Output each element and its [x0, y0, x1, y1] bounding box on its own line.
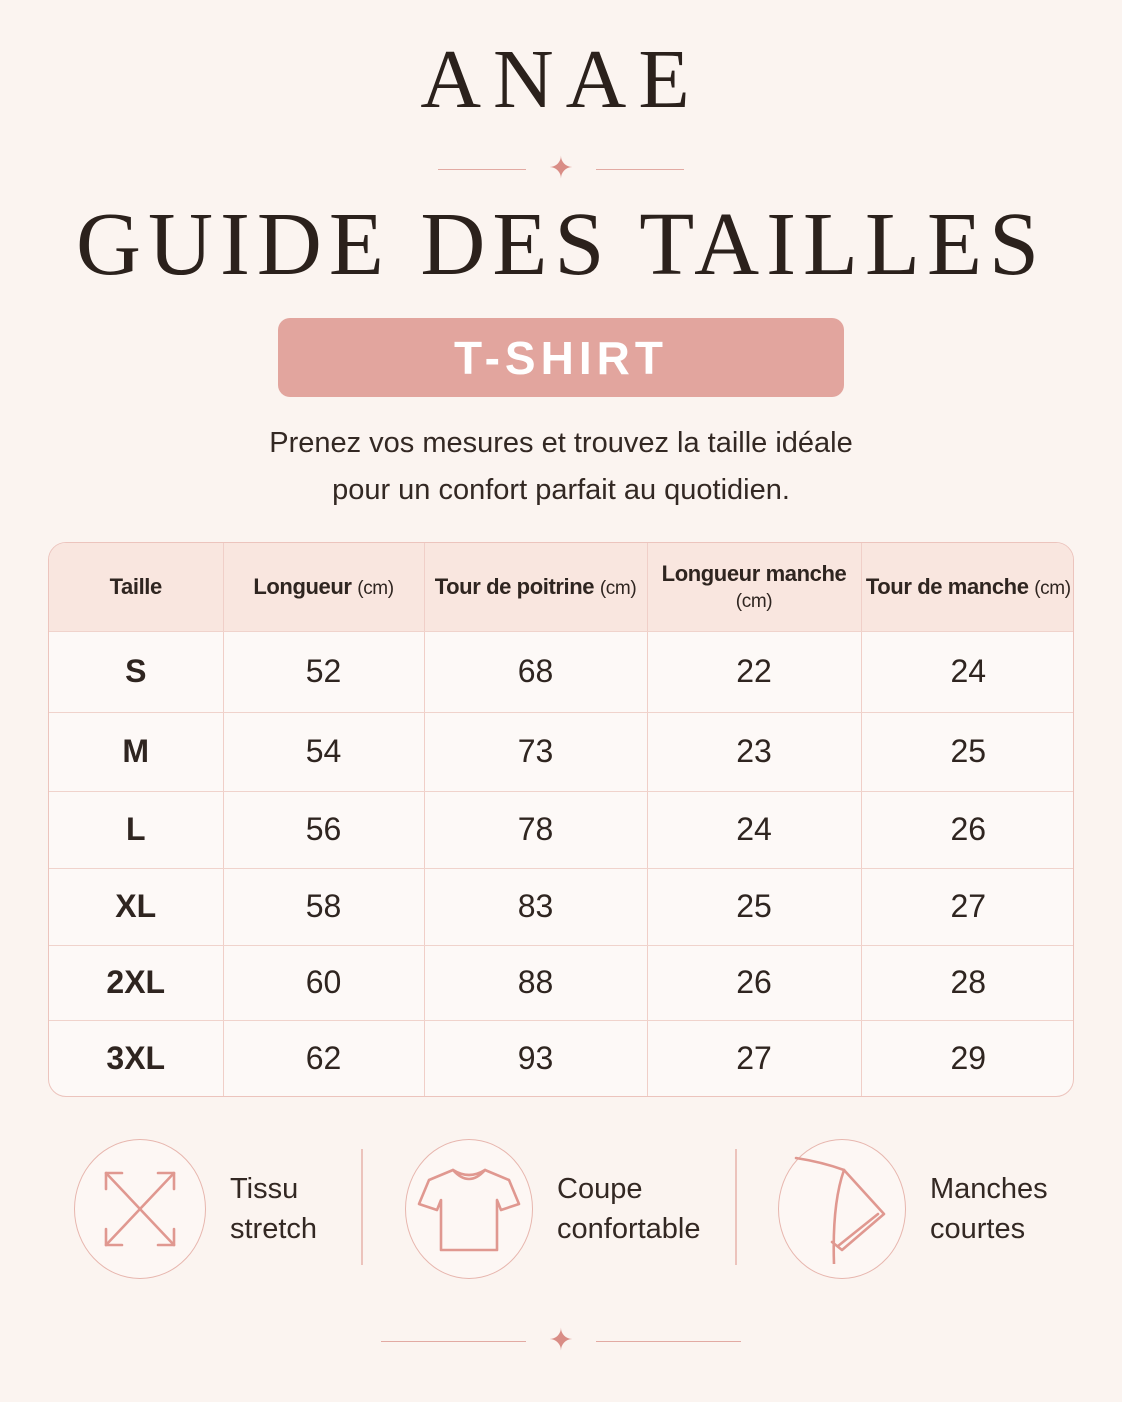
table-header-row [49, 543, 1074, 631]
chest-cell: 73 [424, 712, 647, 791]
feature-separator [361, 1149, 363, 1265]
feature-label [230, 1169, 317, 1249]
page-title: GUIDE DES TAILLES [75, 195, 1047, 294]
feature-stretch [74, 1139, 317, 1279]
feature-label-line-1: Coupe [557, 1173, 643, 1205]
table-row [49, 712, 1074, 791]
table-row [49, 868, 1074, 945]
sleeve-width-cell: 27 [861, 868, 1074, 945]
chest-cell: 68 [424, 631, 647, 712]
sleeve-width-cell: 28 [861, 945, 1074, 1020]
feature-label-line-2: confortable [557, 1213, 701, 1245]
feature-separator [735, 1149, 737, 1265]
size-table [48, 542, 1074, 1097]
chest-cell: 93 [424, 1020, 647, 1096]
size-cell: S [49, 631, 223, 712]
chest-cell: 88 [424, 945, 647, 1020]
column-header-sleeve-width: Tour de manche (cm) [861, 543, 1074, 631]
features-row [0, 1135, 1122, 1280]
sleeve-width-cell: 25 [861, 712, 1074, 791]
tshirt-icon [405, 1139, 533, 1279]
stretch-arrows-icon [74, 1139, 206, 1279]
sleeve-width-cell: 29 [950, 1039, 987, 1076]
feature-label [930, 1169, 1048, 1249]
table-row [49, 631, 1074, 712]
product-badge [278, 318, 844, 397]
sleeve-width-cell: 24 [861, 631, 1074, 712]
divider-line [438, 169, 526, 170]
feature-label-line-1: Tissu [230, 1173, 299, 1205]
brand-logo: ANAE [420, 33, 702, 126]
chest-cell: 83 [424, 868, 647, 945]
product-label: T-SHIRT [454, 331, 668, 384]
sleeve-length-cell: 25 [647, 868, 861, 945]
size-cell: 2XL [49, 945, 223, 1020]
divider-line [596, 1341, 741, 1342]
sleeve-width-cell: 26 [861, 791, 1074, 868]
feature-label [557, 1169, 701, 1249]
column-header-size: Taille [49, 543, 223, 631]
feature-sleeves [778, 1139, 1048, 1279]
short-sleeve-icon [778, 1139, 906, 1279]
bottom-divider [0, 1326, 1122, 1356]
length-cell: 58 [223, 868, 424, 945]
sparkle-icon: ✦ [548, 1324, 574, 1357]
subtitle-line-2: pour un confort parfait au quotidien. [332, 474, 790, 506]
divider-line [596, 169, 684, 170]
feature-label-line-1: Manches [930, 1173, 1048, 1205]
column-header-sleeve-length: Longueur manche (cm) [647, 543, 861, 631]
sleeve-length-cell: 22 [647, 631, 861, 712]
divider-line [381, 1341, 526, 1342]
sleeve-length-cell: 24 [647, 791, 861, 868]
length-cell: 60 [223, 945, 424, 1020]
column-header-chest: Tour de poitrine (cm) [424, 543, 647, 631]
subtitle-line-1: Prenez vos mesures et trouvez la taille idéale [269, 427, 853, 459]
chest-cell: 78 [424, 791, 647, 868]
top-divider [0, 154, 1122, 184]
length-cell: 56 [223, 791, 424, 868]
sleeve-length-cell: 26 [647, 945, 861, 1020]
length-cell: 54 [223, 712, 424, 791]
feature-fit [405, 1139, 701, 1279]
feature-label-line-2: courtes [930, 1213, 1026, 1245]
subtitle [0, 420, 1122, 514]
table-row [49, 945, 1074, 1020]
size-cell: XL [49, 868, 223, 945]
size-cell: L [49, 791, 223, 868]
feature-label-line-2: stretch [230, 1213, 318, 1245]
column-header-length: Longueur (cm) [223, 543, 424, 631]
size-cell: 3XL [49, 1020, 223, 1096]
size-cell: M [49, 712, 223, 791]
sleeve-length-cell: 27 [647, 1020, 861, 1096]
length-cell: 52 [223, 631, 424, 712]
table-row [49, 791, 1074, 868]
table-row [49, 1020, 1074, 1096]
sleeve-length-cell: 23 [647, 712, 861, 791]
sparkle-icon: ✦ [548, 152, 574, 185]
length-cell: 62 [223, 1020, 424, 1096]
